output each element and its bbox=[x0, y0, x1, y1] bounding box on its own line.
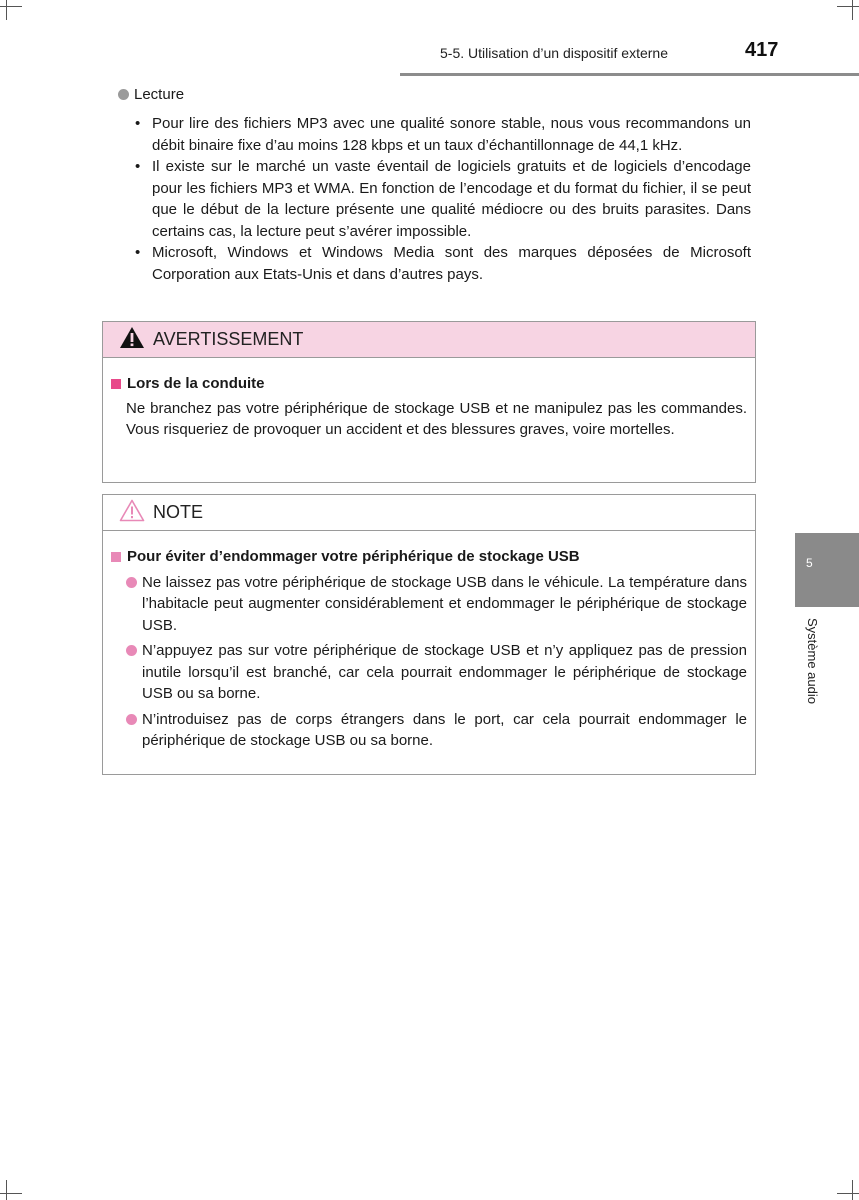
list-item-text: Ne laissez pas votre périphérique de stockage USB dans le véhicule. La température dans l’habitacle peut augmenter considérablement et endommager le périphérique de stockage USB. bbox=[142, 573, 747, 634]
crop-mark bbox=[852, 1180, 853, 1200]
bullet-circle-icon bbox=[118, 89, 129, 100]
note-title: NOTE bbox=[153, 502, 204, 522]
header-rule bbox=[400, 73, 859, 76]
crop-mark bbox=[6, 1180, 7, 1200]
warning-text: Ne branchez pas votre périphérique de stockage USB et ne manipulez pas les commandes. Vous risqueriez de provoquer un accident et des blessures graves, voire mortelles. bbox=[126, 399, 747, 438]
list-item bbox=[135, 242, 751, 285]
bullet-circle-icon bbox=[126, 577, 137, 588]
crop-mark bbox=[837, 1193, 859, 1194]
note-subheading-text: Pour éviter d’endommager votre périphérique de stockage USB bbox=[127, 548, 580, 565]
square-bullet-icon bbox=[111, 379, 121, 389]
crop-mark bbox=[6, 0, 7, 20]
warning-body bbox=[103, 358, 755, 441]
caution-triangle-icon bbox=[119, 499, 153, 527]
crop-mark bbox=[837, 6, 859, 7]
section-title: 5-5. Utilisation d’un dispositif externe bbox=[440, 45, 669, 61]
list-item-text: N’introduisez pas de corps étrangers dans le port, car cela pourrait endommager le périphérique de stockage USB ou sa borne. bbox=[142, 710, 747, 749]
bullet-circle-icon bbox=[126, 645, 137, 656]
bullet-dot-icon: • bbox=[135, 115, 141, 132]
warning-header bbox=[103, 322, 755, 358]
reading-heading bbox=[118, 86, 184, 103]
bullet-dot-icon: • bbox=[135, 244, 141, 261]
list-item-text: Il existe sur le marché un vaste éventail de logiciels gratuits et de logiciels d’encodage pour les fichiers MP3 et WMA. En fonction de l’encodage et du format du fichier, il se peut que le début de la lecture présente une qualité médiocre ou des bruits parasites. Dans certains cas, la lecture peut s’avérer impossible. bbox=[152, 158, 751, 240]
list-item-text: Microsoft, Windows et Windows Media sont des marques déposées de Microsoft Corporation aux Etats-Unis et dans d’autres pays. bbox=[152, 244, 751, 283]
warning-subheading bbox=[111, 373, 747, 395]
list-item bbox=[135, 113, 751, 156]
crop-mark bbox=[0, 1193, 22, 1194]
list-item bbox=[111, 572, 747, 637]
page-number: 417 bbox=[745, 39, 779, 61]
crop-mark bbox=[0, 6, 22, 7]
list-item-text: N’appuyez pas sur votre périphérique de stockage USB et n’y appliquez pas de pression inutile lorsqu’il est branché, car cela pourrait endommager le périphérique de stockage USB ou sa borne. bbox=[142, 642, 747, 702]
warning-subheading-text: Lors de la conduite bbox=[127, 375, 265, 392]
list-item bbox=[111, 640, 747, 705]
crop-mark bbox=[852, 0, 853, 20]
reading-heading-text: Lecture bbox=[134, 86, 185, 103]
note-list bbox=[111, 572, 747, 752]
list-item bbox=[111, 709, 747, 752]
bullet-circle-icon bbox=[126, 714, 137, 725]
chapter-number: 5 bbox=[806, 556, 813, 570]
warning-triangle-icon bbox=[119, 326, 153, 354]
bullet-dot-icon: • bbox=[135, 158, 141, 175]
list-item bbox=[135, 156, 751, 242]
chapter-tab bbox=[795, 533, 859, 607]
chapter-label: Système audio bbox=[805, 618, 820, 704]
note-header bbox=[103, 495, 755, 531]
warning-title: AVERTISSEMENT bbox=[153, 329, 304, 349]
note-box bbox=[102, 494, 756, 775]
warning-box bbox=[102, 321, 756, 483]
note-body bbox=[103, 531, 755, 752]
note-subheading bbox=[111, 546, 747, 568]
list-item-text: Pour lire des fichiers MP3 avec une qualité sonore stable, nous vous recommandons un débit binaire fixe d’au moins 128 kbps et un taux d’échantillonnage de 44,1 kHz. bbox=[152, 115, 751, 154]
square-bullet-icon bbox=[111, 552, 121, 562]
reading-list bbox=[135, 113, 751, 285]
